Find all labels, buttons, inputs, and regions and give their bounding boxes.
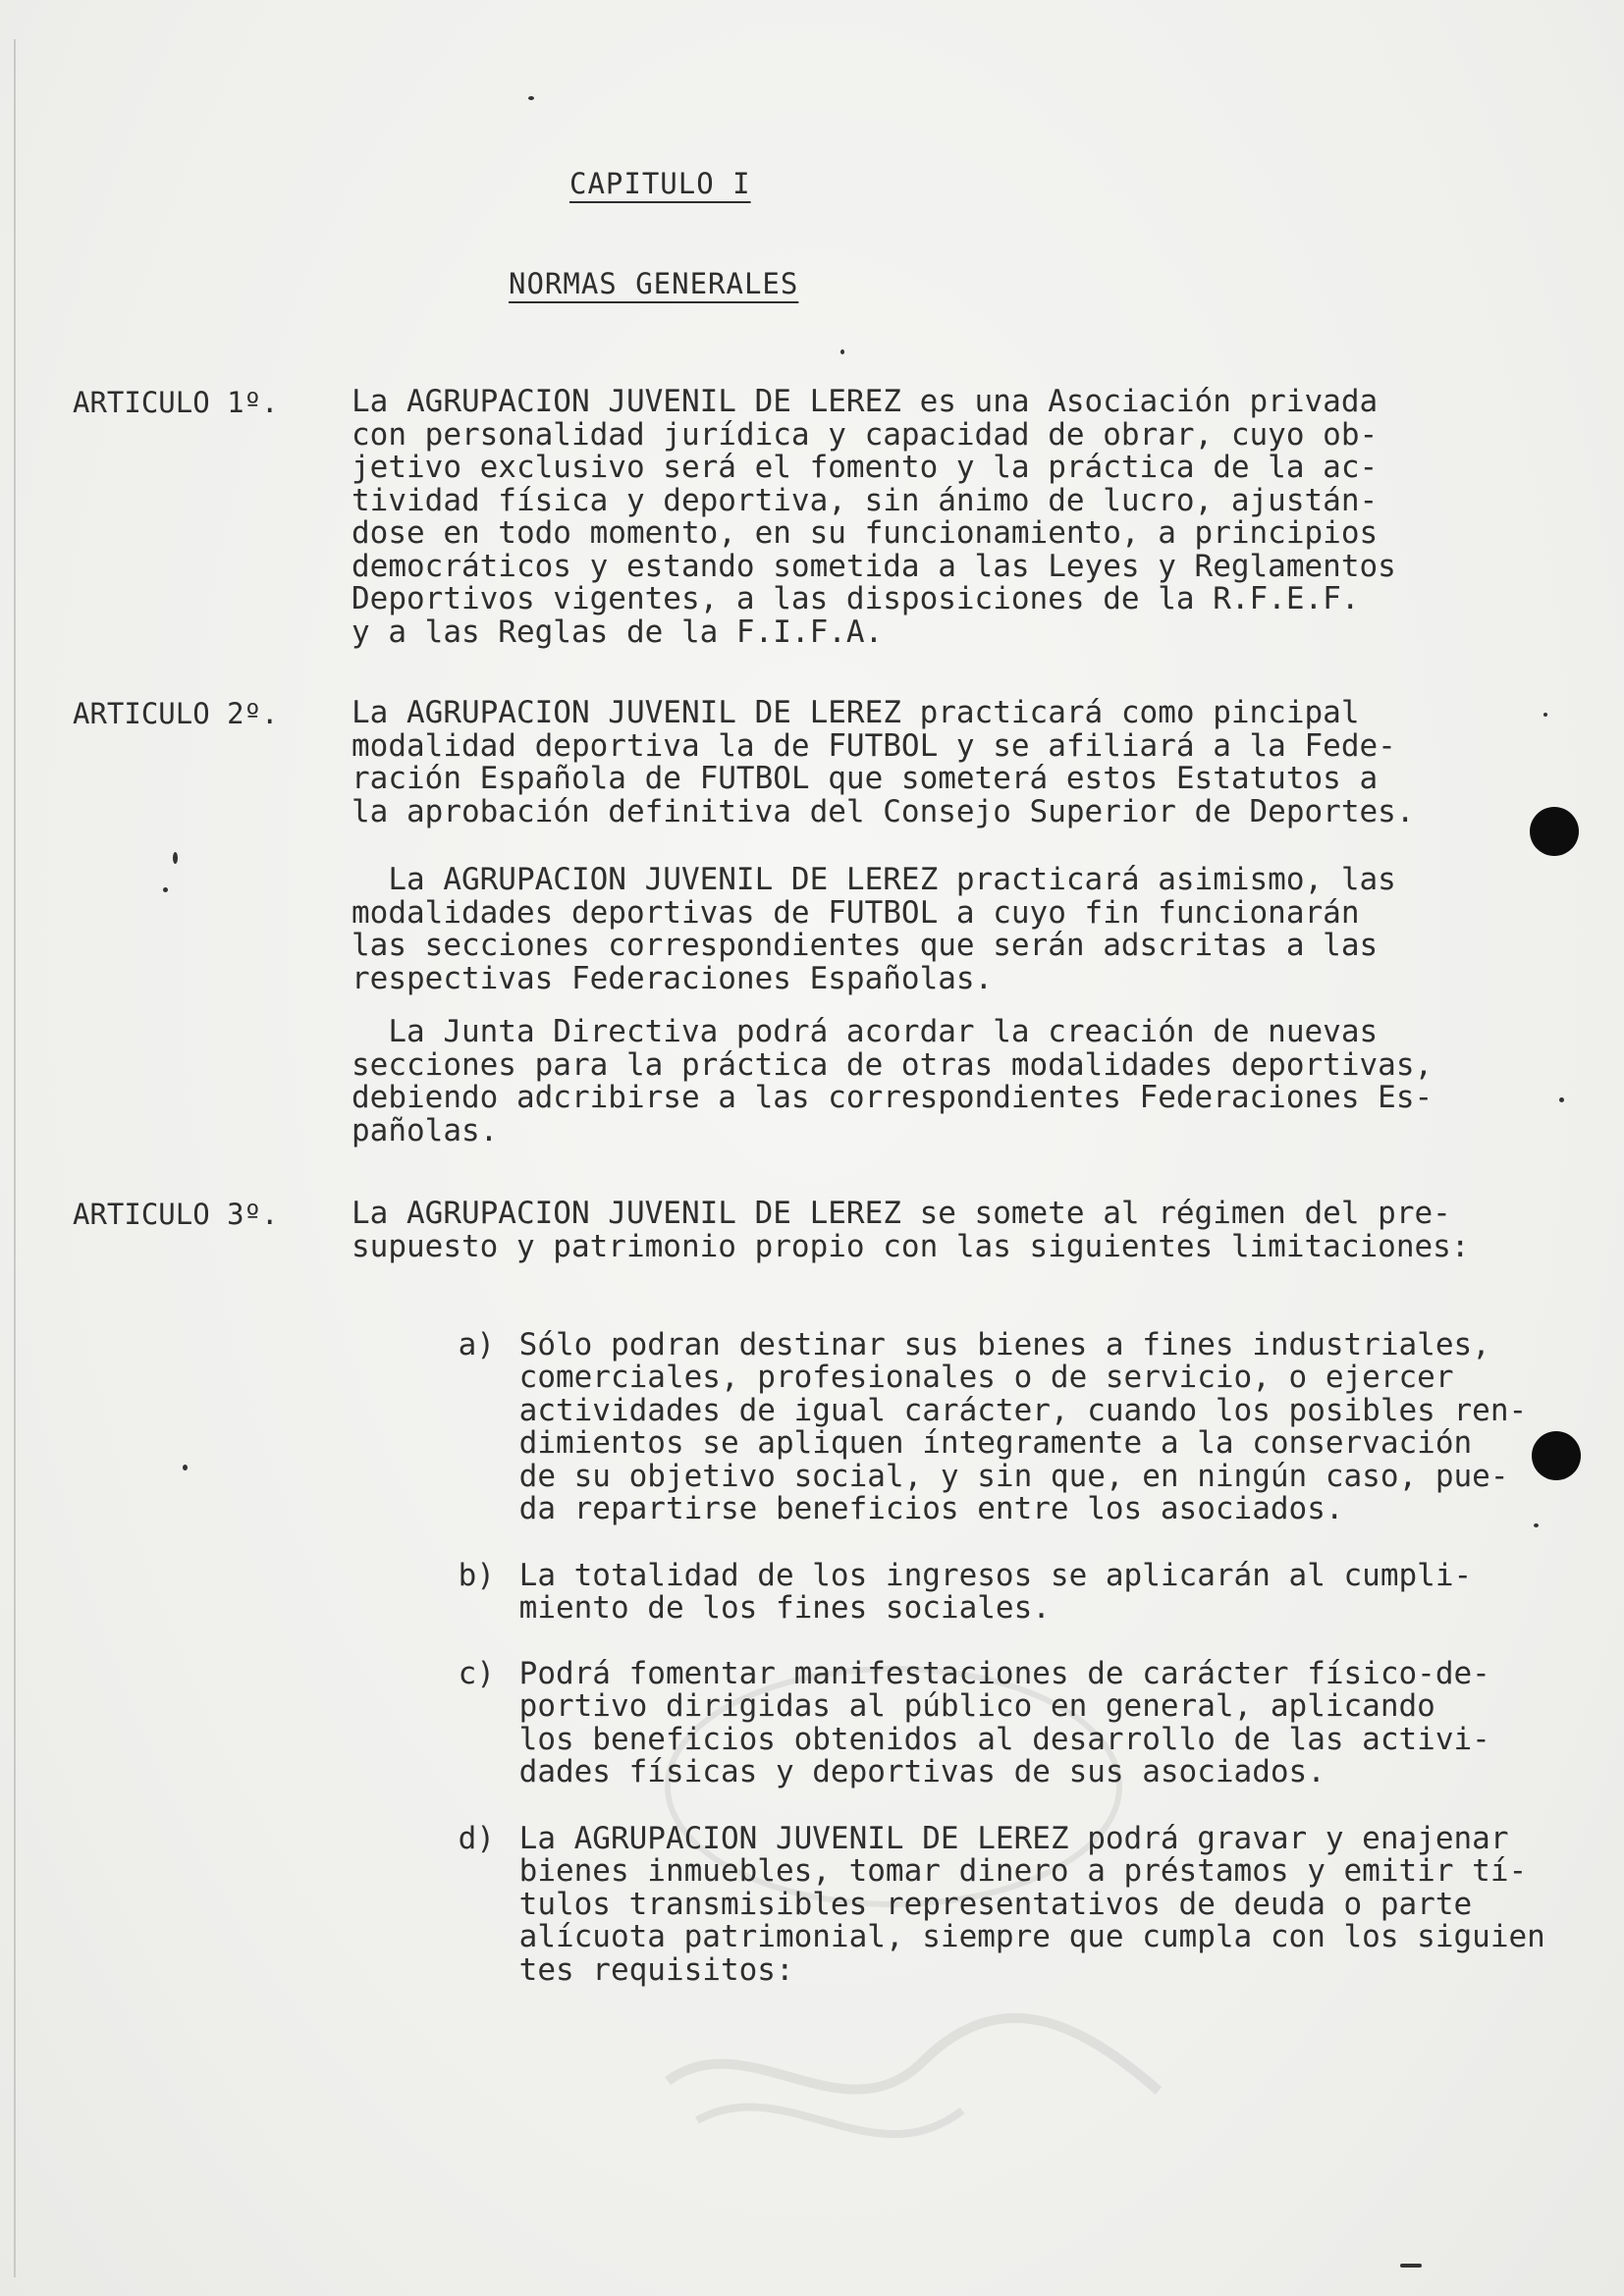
- article-2-paragraph-1: La AGRUPACION JUVENIL DE LEREZ practicará como pincipal modalidad deportiva la de FUTBOL y se afiliará a la Fede- ración Española de FUTBOL que someterá estos Estatutos a la aprobación definitiva del Consejo Superior de Deportes.: [352, 695, 1415, 829]
- article-3-item-d: [385, 1789, 1545, 2020]
- item-text: Sólo podran destinar sus bienes a fines industriales, comerciales, profesionales o de servicio, o ejercer actividades de igual carácter, cuando los posibles ren- dimientos se apliquen íntegramente a la conservación de su objetivo social, y sin que, en ningún caso, pue- da repartirse beneficios entre los asociados.: [518, 1326, 1528, 1526]
- item-letter: b): [458, 1557, 495, 1593]
- item-text: La AGRUPACION JUVENIL DE LEREZ podrá gravar y enajenar bienes inmuebles, tomar dinero a préstamos y emitir tí- tulos transmisibles representativos de deuda o parte alícuota patrimonial, siempre que cumpla con los siguien tes requisitos:: [518, 1820, 1545, 1988]
- item-letter: a): [458, 1326, 495, 1362]
- item-text: Podrá fomentar manifestaciones de carácter físico-de- portivo dirigidas al público en general, aplicando los beneficios obtenidos al desarrollo de las activi- dades físicas y deportivas de sus asociados.: [518, 1655, 1490, 1789]
- punch-hole-upper: [1530, 807, 1579, 856]
- article-3-paragraph-1: La AGRUPACION JUVENIL DE LEREZ se somete al régimen del pre- supuesto y patrimonio propio con las siguientes limitaciones:: [352, 1196, 1470, 1264]
- item-text: La totalidad de los ingresos se aplicarán al cumpli- miento de los fines sociales.: [518, 1557, 1473, 1626]
- article-1-paragraph-1: La AGRUPACION JUVENIL DE LEREZ es una Asociación privada con personalidad jurídica y capacidad de obrar, cuyo ob- jetivo exclusivo será el fomento y la práctica de la ac- tividad física y deportiva, sin ánimo de lucro, ajustán- dose en todo momento, en su funcionamiento, a principios democráticos y estando sometida a las Leyes y Reglamentos Deportivos vigentes, a las disposiciones de la R.F.E.F. y a las Reglas de la F.I.F.A.: [352, 384, 1396, 650]
- page-edge: [14, 39, 16, 2277]
- section-title: NORMAS GENERALES: [509, 267, 799, 300]
- item-letter: c): [458, 1655, 495, 1691]
- chapter-title: CAPITULO I: [569, 167, 751, 200]
- item-letter: d): [458, 1820, 495, 1856]
- ink-speck: [163, 887, 168, 892]
- ink-speck: [1400, 2264, 1422, 2268]
- article-1-label: ARTICULO 1º.: [73, 386, 279, 419]
- ink-speck: [528, 96, 534, 100]
- article-2-paragraph-2: La AGRUPACION JUVENIL DE LEREZ practicará asimismo, las modalidades deportivas de FUTBOL a cuyo fin funcionarán las secciones correspondientes que serán adscritas a las respectivas Federaciones Españolas.: [352, 862, 1396, 996]
- article-2-label: ARTICULO 2º.: [73, 697, 279, 730]
- ink-speck: [1534, 1523, 1539, 1527]
- article-2-paragraph-3: La Junta Directiva podrá acordar la creación de nuevas secciones para la práctica de otras modalidades deportivas, debiendo adcribirse a las correspondientes Federaciones Es- pañolas.: [352, 1014, 1434, 1148]
- article-3-item-a: [385, 1296, 1527, 1559]
- ink-speck: [840, 349, 844, 354]
- ink-speck: [1543, 713, 1547, 717]
- ink-speck: [173, 852, 178, 864]
- punch-hole-lower: [1532, 1431, 1581, 1480]
- ink-speck: [183, 1465, 188, 1470]
- article-3-label: ARTICULO 3º.: [73, 1198, 279, 1231]
- ink-speck: [1559, 1097, 1564, 1102]
